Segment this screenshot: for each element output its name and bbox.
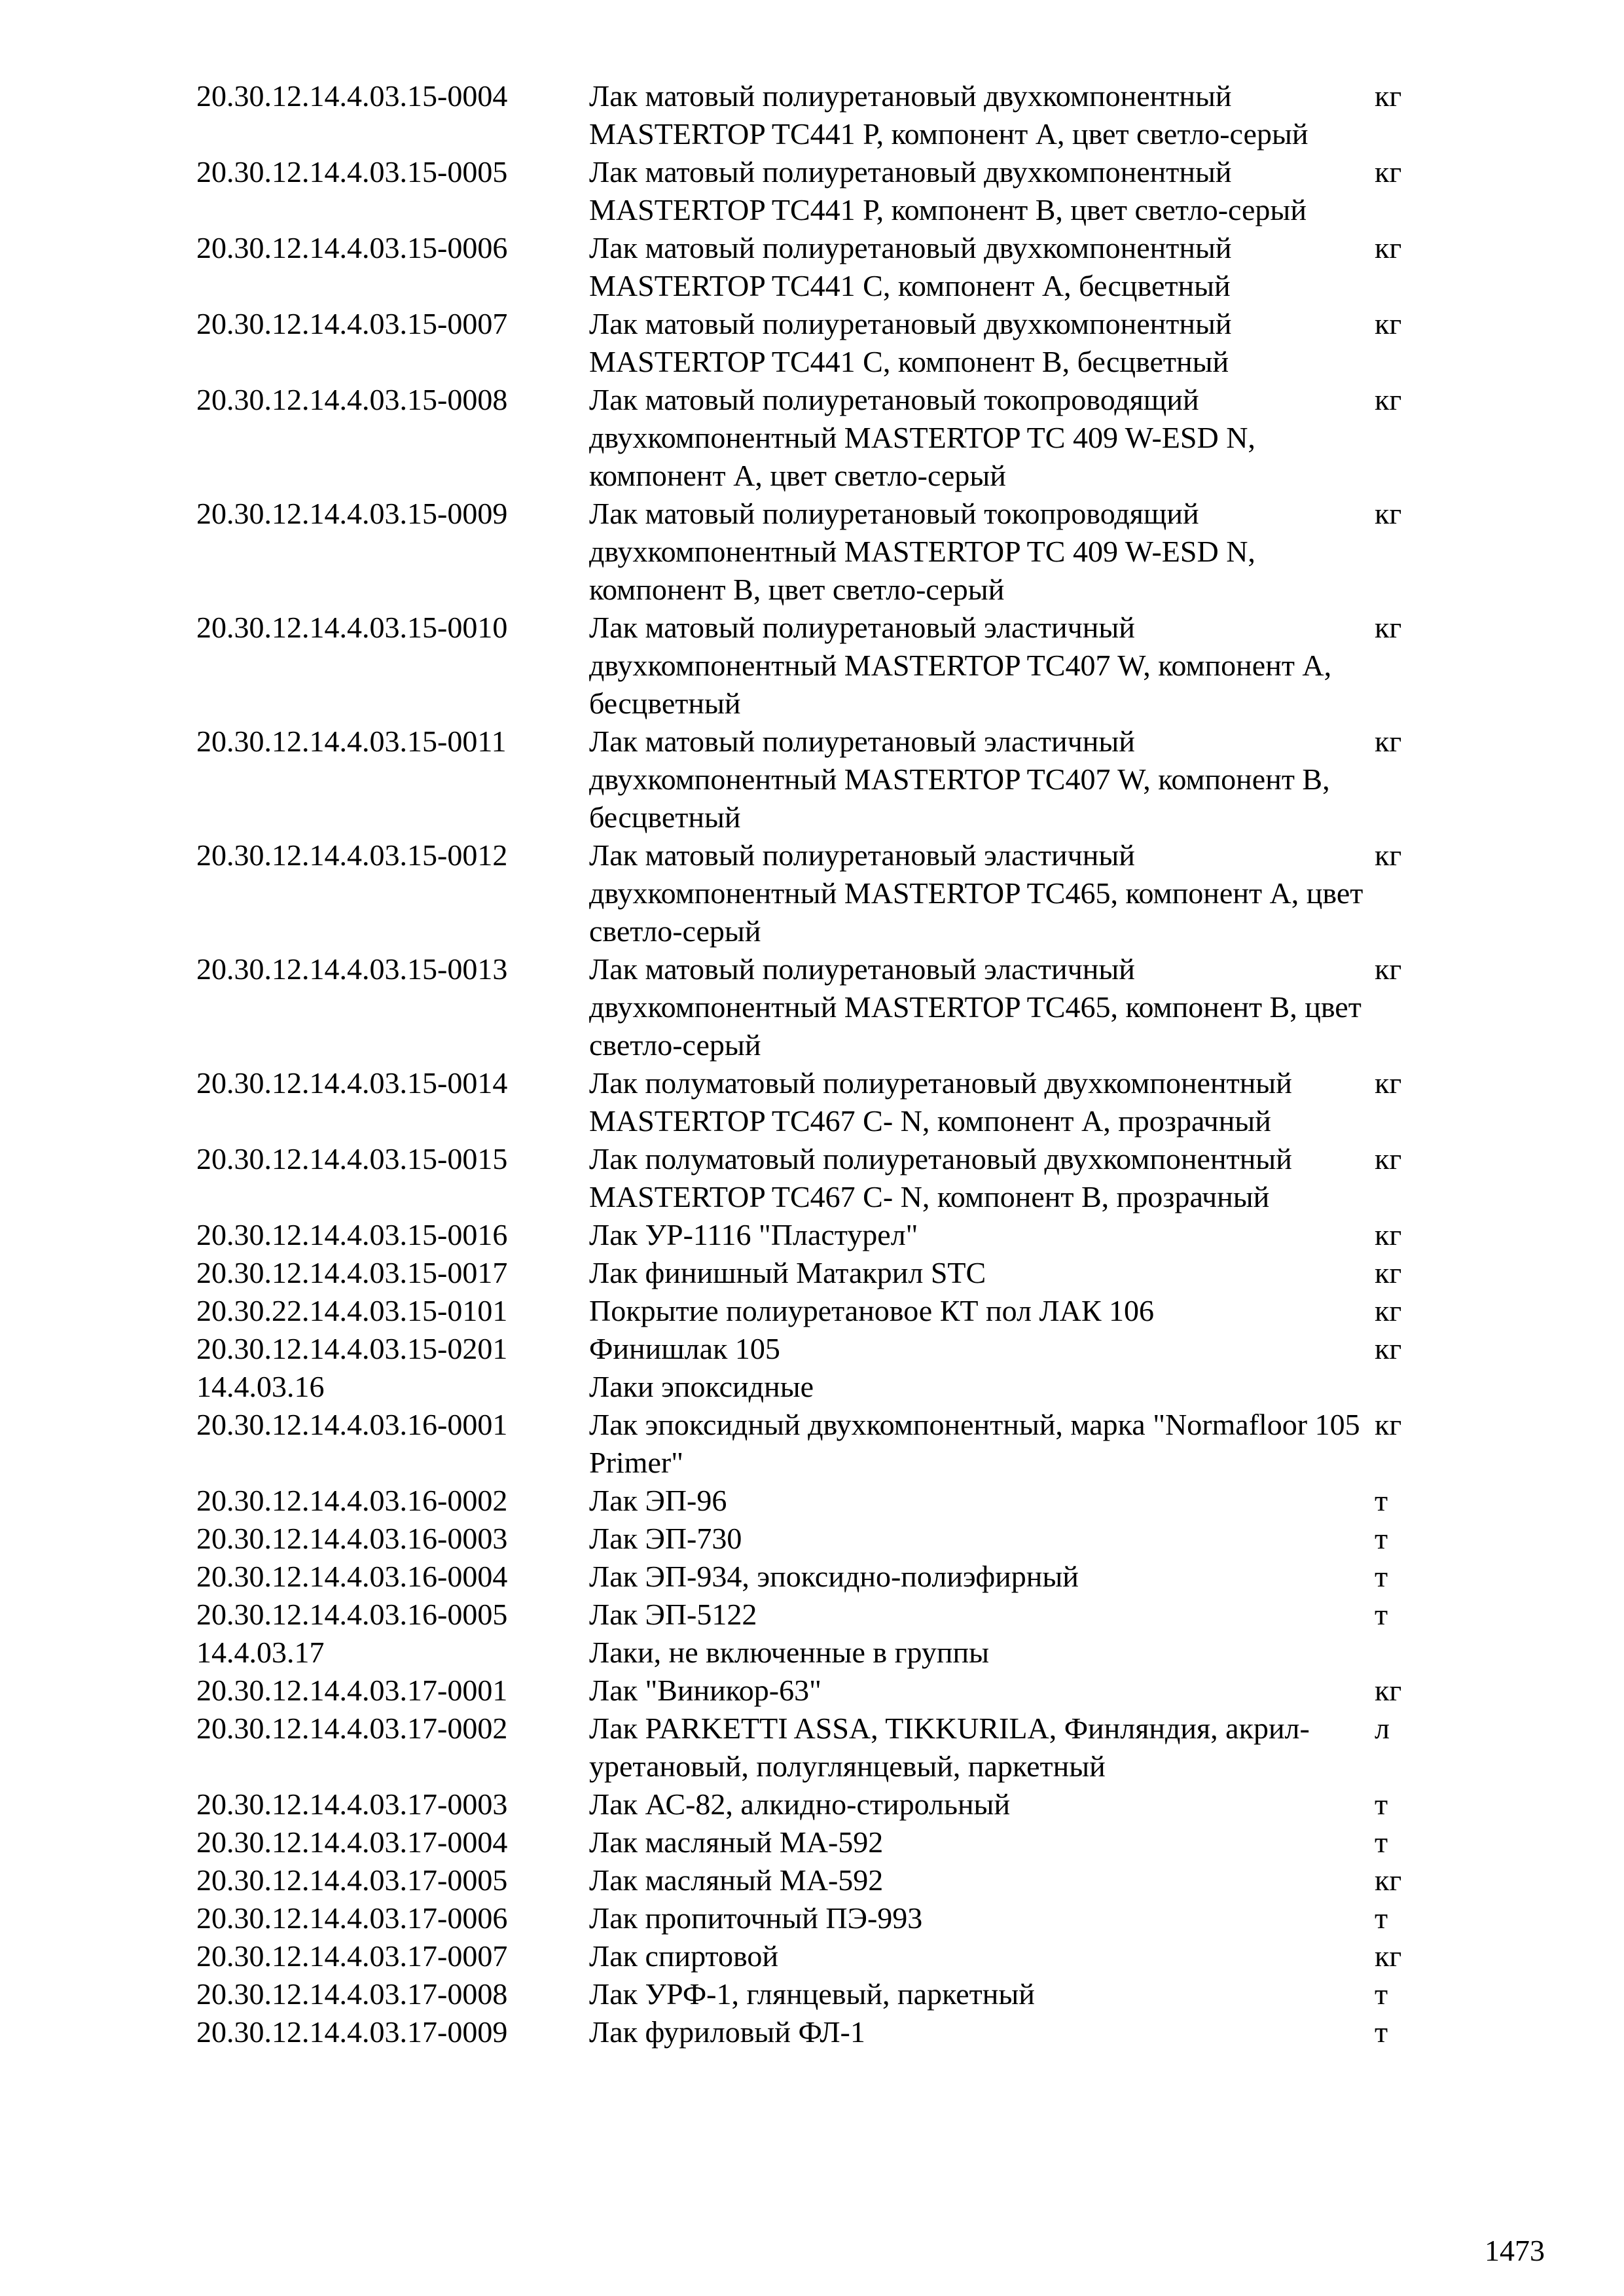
table-row: [196, 2013, 1440, 2051]
resource-name: Лак матовый полиуретановый двухкомпонентный MASTERTOP TC441 P, компонент A, цвет светло-серый: [589, 79, 1308, 151]
resource-code: 20.30.12.14.4.03.17-0001: [196, 1674, 508, 1707]
unit-of-measure: кг: [1375, 1218, 1402, 1251]
unit-of-measure: кг: [1375, 1674, 1402, 1707]
materials-table: [196, 77, 1440, 2051]
resource-code: 20.30.12.14.4.03.15-0012: [196, 838, 508, 872]
unit-of-measure: кг: [1375, 1294, 1402, 1327]
table-row: [196, 1823, 1440, 1861]
resource-name: Лак полуматовый полиуретановый двухкомпонентный MASTERTOP TC467 C- N, компонент B, прозрачный: [589, 1142, 1292, 1213]
table-row: [196, 1785, 1440, 1823]
resource-code: 20.30.12.14.4.03.17-0006: [196, 1901, 508, 1935]
table-row: [196, 1596, 1440, 1634]
resource-name: Лаки, не включенные в группы: [589, 1636, 989, 1669]
unit-of-measure: кг: [1375, 497, 1402, 530]
resource-name: Лаки эпоксидные: [589, 1370, 814, 1403]
resource-name: Лак масляный МА-592: [589, 1825, 884, 1859]
resource-code: 20.30.12.14.4.03.15-0008: [196, 383, 508, 416]
unit-of-measure: кг: [1375, 155, 1402, 188]
resource-name: Лак матовый полиуретановый двухкомпонентный MASTERTOP TC441 P, компонент B, цвет светло-серый: [589, 155, 1307, 226]
resource-name: Лак матовый полиуретановый эластичный двухкомпонентный MASTERTOP TC407 W, компонент A, бесцветный: [589, 611, 1332, 720]
resource-name: Лак матовый полиуретановый эластичный двухкомпонентный MASTERTOP TC465, компонент B, цвет светло-серый: [589, 952, 1362, 1062]
unit-of-measure: т: [1375, 1522, 1388, 1555]
table-row: [196, 1975, 1440, 2013]
unit-of-measure: т: [1375, 1560, 1388, 1593]
resource-name: Лак УРФ-1, глянцевый, паркетный: [589, 1977, 1035, 2011]
resource-code: 20.30.12.14.4.03.16-0003: [196, 1522, 508, 1555]
table-row: [196, 229, 1440, 305]
unit-of-measure: кг: [1375, 952, 1402, 986]
table-row: [196, 609, 1440, 723]
table-row: [196, 1634, 1440, 1672]
resource-code: 20.30.12.14.4.03.17-0009: [196, 2015, 508, 2049]
resource-code: 20.30.12.14.4.03.15-0014: [196, 1066, 508, 1100]
resource-code: 20.30.12.14.4.03.17-0008: [196, 1977, 508, 2011]
resource-name: Лак АС-82, алкидно-стирольный: [589, 1787, 1011, 1821]
table-row: [196, 1292, 1440, 1330]
table-row: [196, 1899, 1440, 1937]
resource-name: Лак PARKETTI ASSA, TIKKURILA, Финляндия, акрил-уретановый, полуглянцевый, паркетный: [589, 1712, 1310, 1783]
unit-of-measure: кг: [1375, 79, 1402, 113]
unit-of-measure: т: [1375, 2015, 1388, 2049]
resource-name: Лак ЭП-96: [589, 1484, 727, 1517]
table-row: [196, 1710, 1440, 1785]
resource-name: Лак масляный МА-592: [589, 1863, 884, 1897]
table-row: [196, 1216, 1440, 1254]
table-row: [196, 1558, 1440, 1596]
resource-code: 20.30.12.14.4.03.16-0005: [196, 1598, 508, 1631]
resource-name: Лак матовый полиуретановый двухкомпонентный MASTERTOP TC441 C, компонент B, бесцветный: [589, 307, 1232, 378]
resource-code: 20.30.12.14.4.03.15-0015: [196, 1142, 508, 1175]
unit-of-measure: кг: [1375, 1066, 1402, 1100]
resource-code: 20.30.12.14.4.03.15-0005: [196, 155, 508, 188]
resource-code: 20.30.12.14.4.03.15-0011: [196, 725, 507, 758]
unit-of-measure: кг: [1375, 1142, 1402, 1175]
resource-name: Лак матовый полиуретановый токопроводящий двухкомпонентный MASTERTOP TC 409 W-ESD N, компонент A, цвет светло-серый: [589, 383, 1255, 492]
table-row: [196, 1482, 1440, 1520]
unit-of-measure: кг: [1375, 1256, 1402, 1289]
resource-name: Лак УР-1116 "Пластурел": [589, 1218, 918, 1251]
resource-code: 20.30.12.14.4.03.17-0003: [196, 1787, 508, 1821]
unit-of-measure: кг: [1375, 307, 1402, 340]
resource-code: 20.30.12.14.4.03.15-0007: [196, 307, 508, 340]
resource-name: Финишлак 105: [589, 1332, 780, 1365]
table-row: [196, 723, 1440, 836]
table-row: [196, 1672, 1440, 1710]
table-row: [196, 381, 1440, 495]
unit-of-measure: т: [1375, 1825, 1388, 1859]
resource-code: 20.30.12.14.4.03.17-0005: [196, 1863, 508, 1897]
table-row: [196, 1520, 1440, 1558]
resource-name: Лак матовый полиуретановый эластичный двухкомпонентный MASTERTOP TC465, компонент A, цвет светло-серый: [589, 838, 1363, 948]
table-row: [196, 1140, 1440, 1216]
unit-of-measure: т: [1375, 1598, 1388, 1631]
table-row: [196, 836, 1440, 950]
unit-of-measure: кг: [1375, 1939, 1402, 1973]
resource-code: 20.30.12.14.4.03.15-0013: [196, 952, 508, 986]
resource-code: 20.30.12.14.4.03.15-0016: [196, 1218, 508, 1251]
resource-name: Лак фуриловый ФЛ-1: [589, 2015, 865, 2049]
resource-name: Лак "Виникор-63": [589, 1674, 821, 1707]
resource-code: 20.30.12.14.4.03.17-0007: [196, 1939, 508, 1973]
page-number: 1473: [1485, 2234, 1545, 2267]
unit-of-measure: кг: [1375, 231, 1402, 264]
unit-of-measure: кг: [1375, 838, 1402, 872]
unit-of-measure: кг: [1375, 611, 1402, 644]
resource-name: Лак матовый полиуретановый эластичный двухкомпонентный MASTERTOP TC407 W, компонент B, бесцветный: [589, 725, 1330, 834]
resource-code: 20.30.12.14.4.03.15-0201: [196, 1332, 508, 1365]
unit-of-measure: т: [1375, 1484, 1388, 1517]
table-row: [196, 1330, 1440, 1368]
unit-of-measure: л: [1375, 1712, 1390, 1745]
unit-of-measure: т: [1375, 1901, 1388, 1935]
unit-of-measure: т: [1375, 1977, 1388, 2011]
unit-of-measure: кг: [1375, 383, 1402, 416]
unit-of-measure: кг: [1375, 1408, 1402, 1441]
table-row: [196, 950, 1440, 1064]
table-row: [196, 1937, 1440, 1975]
unit-of-measure: т: [1375, 1787, 1388, 1821]
table-row: [196, 153, 1440, 229]
table-row: [196, 495, 1440, 609]
table-row: [196, 1368, 1440, 1406]
unit-of-measure: кг: [1375, 1332, 1402, 1365]
table-row: [196, 1406, 1440, 1482]
resource-name: Лак финишный Матакрил STC: [589, 1256, 986, 1289]
resource-name: Лак матовый полиуретановый токопроводящий двухкомпонентный MASTERTOP TC 409 W-ESD N, компонент B, цвет светло-серый: [589, 497, 1255, 606]
resource-code: 20.30.12.14.4.03.17-0002: [196, 1712, 508, 1745]
resource-name: Лак эпоксидный двухкомпонентный, марка "Normafloor 105 Primer": [589, 1408, 1360, 1479]
resource-code: 20.30.12.14.4.03.15-0017: [196, 1256, 508, 1289]
resource-name: Лак ЭП-934, эпоксидно-полиэфирный: [589, 1560, 1079, 1593]
unit-of-measure: кг: [1375, 725, 1402, 758]
resource-code: 20.30.12.14.4.03.15-0009: [196, 497, 508, 530]
resource-name: Лак пропиточный ПЭ-993: [589, 1901, 923, 1935]
table-row: [196, 1064, 1440, 1140]
table-row: [196, 1861, 1440, 1899]
resource-code: 20.30.12.14.4.03.15-0006: [196, 231, 508, 264]
resource-name: Лак полуматовый полиуретановый двухкомпонентный MASTERTOP TC467 C- N, компонент A, прозрачный: [589, 1066, 1292, 1138]
table-row: [196, 77, 1440, 153]
resource-code: 20.30.12.14.4.03.16-0002: [196, 1484, 508, 1517]
resource-name: Лак матовый полиуретановый двухкомпонентный MASTERTOP TC441 C, компонент A, бесцветный: [589, 231, 1232, 302]
table-row: [196, 305, 1440, 381]
resource-name: Лак ЭП-5122: [589, 1598, 757, 1631]
resource-code: 20.30.12.14.4.03.16-0004: [196, 1560, 508, 1593]
resource-name: Лак ЭП-730: [589, 1522, 742, 1555]
resource-code: 14.4.03.17: [196, 1636, 325, 1669]
resource-code: 20.30.12.14.4.03.15-0010: [196, 611, 508, 644]
resource-name: Лак спиртовой: [589, 1939, 779, 1973]
resource-code: 20.30.12.14.4.03.17-0004: [196, 1825, 508, 1859]
resource-code: 20.30.12.14.4.03.16-0001: [196, 1408, 508, 1441]
unit-of-measure: кг: [1375, 1863, 1402, 1897]
table-row: [196, 1254, 1440, 1292]
resource-code: 20.30.12.14.4.03.15-0004: [196, 79, 508, 113]
resource-code: 14.4.03.16: [196, 1370, 325, 1403]
resource-code: 20.30.22.14.4.03.15-0101: [196, 1294, 508, 1327]
resource-name: Покрытие полиуретановое КТ пол ЛАК 106: [589, 1294, 1155, 1327]
